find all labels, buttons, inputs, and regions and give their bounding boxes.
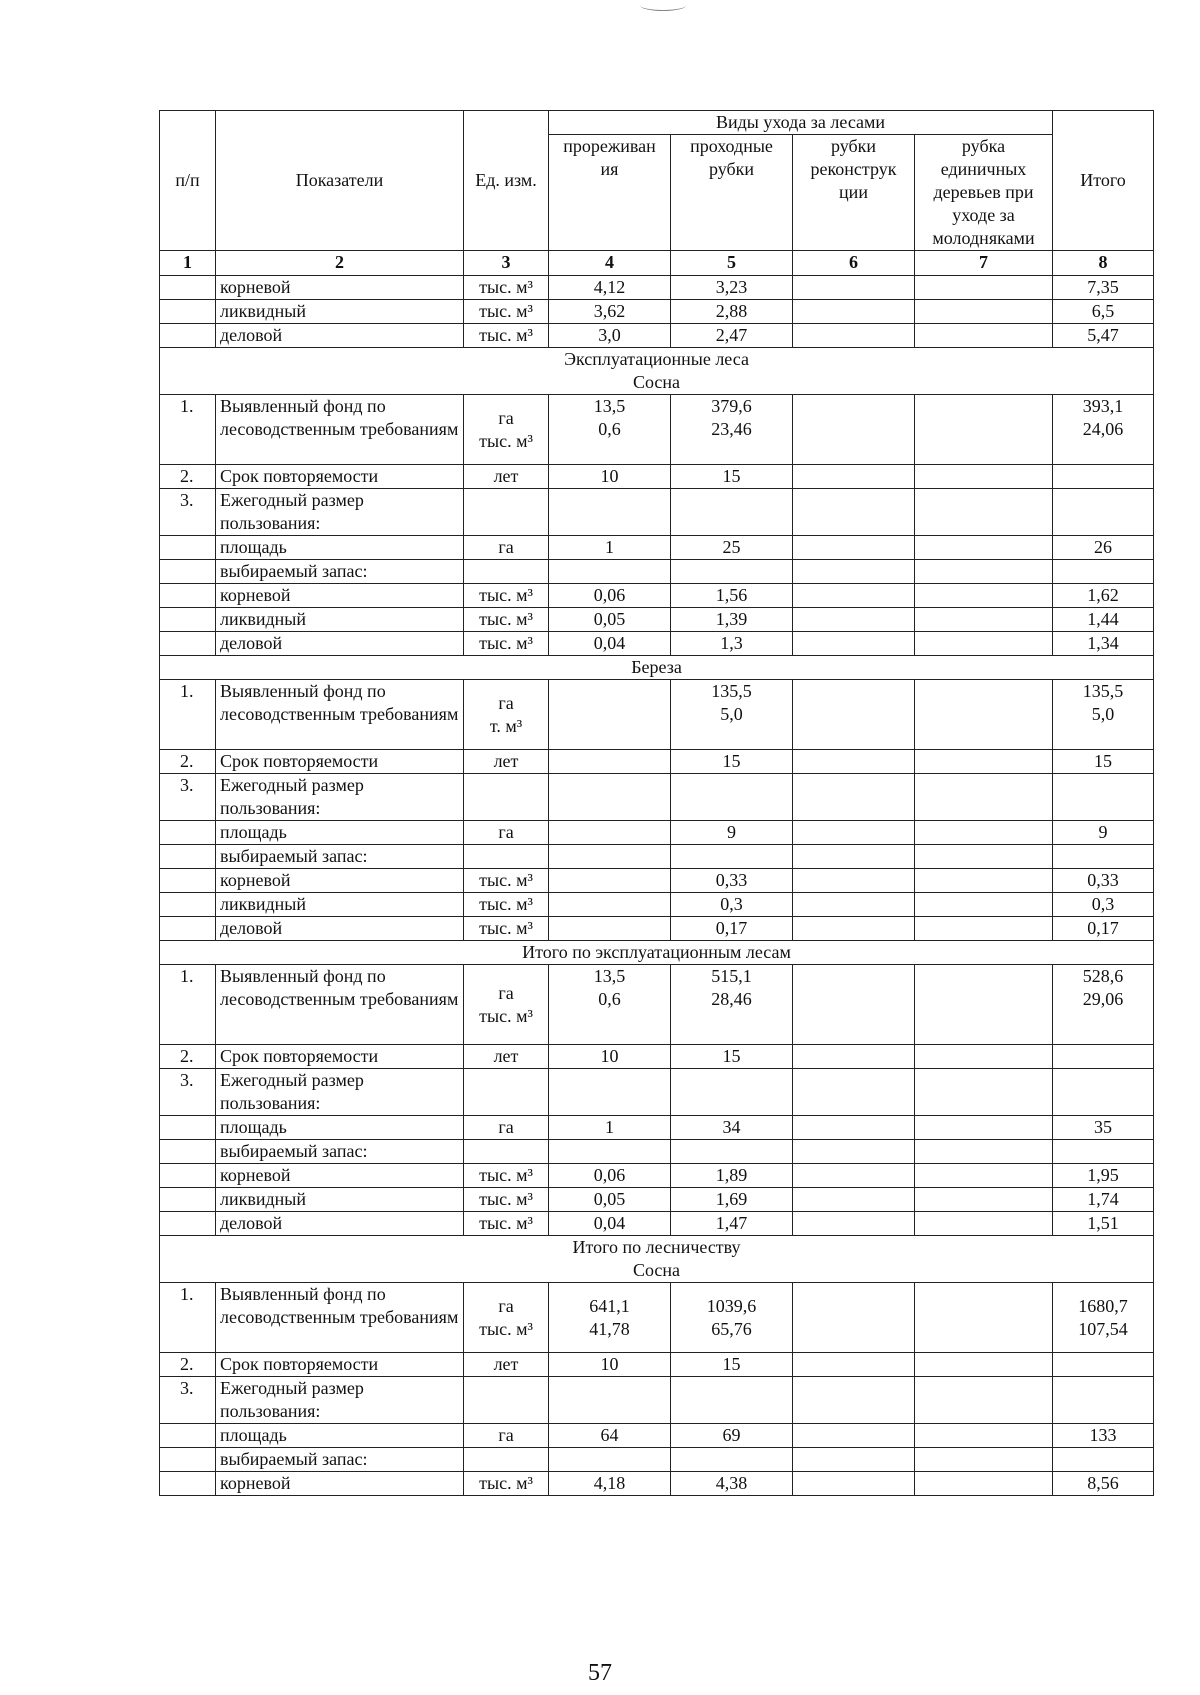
row-num: 1. <box>160 1283 216 1353</box>
row-num: 1. <box>160 680 216 750</box>
row-name: Срок повторяемости <box>216 465 464 489</box>
row-total: 1,44 <box>1053 608 1154 632</box>
section-title: Береза <box>631 657 682 677</box>
annual-row <box>160 1069 1154 1116</box>
row-v4 <box>549 917 671 941</box>
row-v4 <box>549 965 671 1045</box>
row-v4: 4,12 <box>549 276 671 300</box>
value-volume: 5,0 <box>720 704 743 724</box>
area-row <box>160 1116 1154 1140</box>
row-v6 <box>793 276 915 300</box>
row-total <box>1053 465 1154 489</box>
row-name: Срок повторяемости <box>216 1045 464 1069</box>
colnum: 8 <box>1053 251 1154 276</box>
row-name: Ежегодный размер пользования: <box>216 489 464 536</box>
value-area: 393,1 <box>1082 396 1124 416</box>
row-unit: тыс. м³ <box>464 324 549 348</box>
unit-volume: т. м³ <box>489 715 523 736</box>
row-name: корневой <box>216 869 464 893</box>
row-v4: 64 <box>549 1424 671 1448</box>
value-volume: 23,46 <box>711 419 752 439</box>
row-name: выбираемый запас: <box>216 845 464 869</box>
value-area: 13,5 <box>593 966 626 986</box>
header-row-1 <box>160 111 1154 135</box>
value-volume: 107,54 <box>1078 1318 1128 1339</box>
row-v5: 0,17 <box>671 917 793 941</box>
row-unit <box>464 680 549 750</box>
row-v5: 3,23 <box>671 276 793 300</box>
row-v4: 4,18 <box>549 1472 671 1496</box>
row-v4: 10 <box>549 1045 671 1069</box>
header-type-passing: проходные рубки <box>671 135 793 251</box>
row-unit: тыс. м³ <box>464 869 549 893</box>
row-total: 15 <box>1053 750 1154 774</box>
value-volume: 29,06 <box>1082 989 1124 1009</box>
row-name: площадь <box>216 1424 464 1448</box>
row-name: Ежегодный размер пользования: <box>216 1069 464 1116</box>
row-v5: 15 <box>671 750 793 774</box>
row-total <box>1053 965 1154 1045</box>
row-name: ликвидный <box>216 1188 464 1212</box>
unit-area: га <box>498 982 514 1003</box>
row-unit: тыс. м³ <box>464 1212 549 1236</box>
value-area: 641,1 <box>589 1295 630 1316</box>
area-row <box>160 536 1154 560</box>
row-v4: 0,04 <box>549 1212 671 1236</box>
value-area: 1680,7 <box>1078 1295 1128 1316</box>
row-num: 2. <box>160 750 216 774</box>
row-name: ликвидный <box>216 608 464 632</box>
row-total: 133 <box>1053 1424 1154 1448</box>
value-volume: 24,06 <box>1082 419 1124 439</box>
row-unit <box>464 965 549 1045</box>
row-name: ликвидный <box>216 300 464 324</box>
table-row <box>160 917 1154 941</box>
table-row <box>160 893 1154 917</box>
row-unit: га <box>464 1424 549 1448</box>
row-total <box>1053 395 1154 465</box>
unit-area: га <box>498 407 514 428</box>
unit-volume: тыс. м³ <box>479 1318 533 1339</box>
row-name: деловой <box>216 632 464 656</box>
unit-area: га <box>498 1295 514 1316</box>
header-type-thinning: прореживан ия <box>549 135 671 251</box>
row-total: 6,5 <box>1053 300 1154 324</box>
row-num: 2. <box>160 465 216 489</box>
row-total: 0,17 <box>1053 917 1154 941</box>
unit-volume: тыс. м³ <box>479 430 533 451</box>
table-row <box>160 869 1154 893</box>
row-v4: 3,0 <box>549 324 671 348</box>
row-v5: 1,69 <box>671 1188 793 1212</box>
header-num: п/п <box>160 111 216 251</box>
row-v5 <box>671 680 793 750</box>
row-total <box>1053 1283 1154 1353</box>
table-row <box>160 1212 1154 1236</box>
row-num: 2. <box>160 1353 216 1377</box>
row-unit: лет <box>464 1045 549 1069</box>
row-v4 <box>549 893 671 917</box>
row-v4 <box>549 869 671 893</box>
row-v7 <box>915 300 1053 324</box>
row-name: Выявленный фонд по лесоводственным требованиям <box>216 680 464 750</box>
section-heading <box>160 656 1154 680</box>
row-name: Ежегодный размер пользования: <box>216 1377 464 1424</box>
annual-row <box>160 1377 1154 1424</box>
value-volume: 28,46 <box>711 989 752 1009</box>
fund-row <box>160 1283 1154 1353</box>
section-heading <box>160 348 1154 395</box>
value-volume: 41,78 <box>589 1318 630 1339</box>
header-type-single-trees: рубка единичных деревьев при уходе за молодняками <box>915 135 1053 251</box>
row-v5: 15 <box>671 1353 793 1377</box>
colnum: 5 <box>671 251 793 276</box>
section-subtitle: Сосна <box>632 372 681 392</box>
row-unit: га <box>464 536 549 560</box>
row-v4 <box>549 680 671 750</box>
row-total: 1,51 <box>1053 1212 1154 1236</box>
row-v5: 2,47 <box>671 324 793 348</box>
row-total: 1,62 <box>1053 584 1154 608</box>
value-area: 135,5 <box>711 681 752 701</box>
colnum: 1 <box>160 251 216 276</box>
row-total: 0,33 <box>1053 869 1154 893</box>
row-name: деловой <box>216 917 464 941</box>
colnum: 2 <box>216 251 464 276</box>
value-area: 13,5 <box>593 396 626 416</box>
row-v4: 10 <box>549 465 671 489</box>
row-total: 1,95 <box>1053 1164 1154 1188</box>
row-v4: 0,06 <box>549 584 671 608</box>
row-unit: лет <box>464 750 549 774</box>
forest-care-table <box>159 110 1154 1496</box>
row-total: 5,47 <box>1053 324 1154 348</box>
row-unit: тыс. м³ <box>464 1188 549 1212</box>
row-num: 3. <box>160 1069 216 1116</box>
row-total <box>1053 680 1154 750</box>
header-total: Итого <box>1053 111 1154 251</box>
row-name: Срок повторяемости <box>216 1353 464 1377</box>
row-name: Выявленный фонд по лесоводственным требованиям <box>216 1283 464 1353</box>
row-total: 9 <box>1053 821 1154 845</box>
fund-row <box>160 395 1154 465</box>
row-name: площадь <box>216 821 464 845</box>
row-v5: 34 <box>671 1116 793 1140</box>
row-name: площадь <box>216 1116 464 1140</box>
row-v4 <box>549 1283 671 1353</box>
row-v4: 1 <box>549 536 671 560</box>
row-num: 3. <box>160 774 216 821</box>
row-v5: 15 <box>671 1045 793 1069</box>
row-v4: 0,05 <box>549 1188 671 1212</box>
section-title: Итого по эксплуатационным лесам <box>522 942 791 962</box>
row-v7 <box>915 324 1053 348</box>
row-v6 <box>793 300 915 324</box>
value-volume: 0,6 <box>598 989 621 1009</box>
row-unit: тыс. м³ <box>464 584 549 608</box>
table-row <box>160 1472 1154 1496</box>
row-name: Выявленный фонд по лесоводственным требованиям <box>216 395 464 465</box>
value-area: 528,6 <box>1082 966 1124 986</box>
stock-row <box>160 845 1154 869</box>
annual-row <box>160 774 1154 821</box>
row-name: выбираемый запас: <box>216 560 464 584</box>
value-area: 1039,6 <box>706 1295 757 1316</box>
table-row <box>160 276 1154 300</box>
row-v4: 1 <box>549 1116 671 1140</box>
row-v5: 1,39 <box>671 608 793 632</box>
row-v5 <box>671 965 793 1045</box>
row-v5 <box>671 1283 793 1353</box>
row-v4 <box>549 821 671 845</box>
row-name: Срок повторяемости <box>216 750 464 774</box>
row-v4 <box>549 750 671 774</box>
row-v5: 9 <box>671 821 793 845</box>
area-row <box>160 821 1154 845</box>
row-total: 8,56 <box>1053 1472 1154 1496</box>
colnum: 6 <box>793 251 915 276</box>
row-total: 35 <box>1053 1116 1154 1140</box>
row-v5: 15 <box>671 465 793 489</box>
value-area: 135,5 <box>1082 681 1124 701</box>
row-unit: га <box>464 821 549 845</box>
section-title: Эксплуатационные леса <box>564 349 749 369</box>
table-row <box>160 1164 1154 1188</box>
row-num: 3. <box>160 1377 216 1424</box>
table-row <box>160 584 1154 608</box>
section-heading <box>160 941 1154 965</box>
row-name: Ежегодный размер пользования: <box>216 774 464 821</box>
row-unit: тыс. м³ <box>464 893 549 917</box>
colnum: 3 <box>464 251 549 276</box>
row-v5: 1,47 <box>671 1212 793 1236</box>
scan-mark <box>640 0 686 11</box>
row-name: деловой <box>216 1212 464 1236</box>
row-num: 1. <box>160 395 216 465</box>
row-unit: тыс. м³ <box>464 632 549 656</box>
stock-row <box>160 560 1154 584</box>
row-total: 1,74 <box>1053 1188 1154 1212</box>
value-volume: 65,76 <box>711 1318 752 1339</box>
row-total: 0,3 <box>1053 893 1154 917</box>
colnum: 7 <box>915 251 1053 276</box>
row-total: 1,34 <box>1053 632 1154 656</box>
table-row <box>160 1188 1154 1212</box>
row-name: корневой <box>216 1164 464 1188</box>
row-num: 1. <box>160 965 216 1045</box>
row-unit: тыс. м³ <box>464 1472 549 1496</box>
section-heading <box>160 1236 1154 1283</box>
row-name: корневой <box>216 1472 464 1496</box>
page-number: 57 <box>588 1660 612 1686</box>
row-v6 <box>793 395 915 465</box>
row-name: корневой <box>216 276 464 300</box>
unit-area: га <box>498 692 514 713</box>
fund-row <box>160 680 1154 750</box>
row-v5: 0,3 <box>671 893 793 917</box>
row-v5: 1,56 <box>671 584 793 608</box>
row-v5: 4,38 <box>671 1472 793 1496</box>
period-row <box>160 1045 1154 1069</box>
value-area: 515,1 <box>711 966 752 986</box>
table-row <box>160 608 1154 632</box>
table-row <box>160 300 1154 324</box>
row-unit <box>464 395 549 465</box>
value-volume: 0,6 <box>598 419 621 439</box>
header-type-reconstruction: рубки реконструк ции <box>793 135 915 251</box>
row-v4: 0,06 <box>549 1164 671 1188</box>
row-num: 2. <box>160 1045 216 1069</box>
row-name: ликвидный <box>216 893 464 917</box>
row-v5: 1,3 <box>671 632 793 656</box>
row-v6 <box>793 324 915 348</box>
row-v5: 0,33 <box>671 869 793 893</box>
row-unit: тыс. м³ <box>464 1164 549 1188</box>
row-total: 26 <box>1053 536 1154 560</box>
table-row <box>160 324 1154 348</box>
header-indicators: Показатели <box>216 111 464 251</box>
section-subtitle: Сосна <box>632 1260 681 1280</box>
period-row <box>160 750 1154 774</box>
table-row <box>160 632 1154 656</box>
row-num: 3. <box>160 489 216 536</box>
row-v5: 1,89 <box>671 1164 793 1188</box>
annual-row <box>160 489 1154 536</box>
row-unit: лет <box>464 465 549 489</box>
fund-row <box>160 965 1154 1045</box>
stock-row <box>160 1448 1154 1472</box>
row-v4: 0,05 <box>549 608 671 632</box>
row-name: выбираемый запас: <box>216 1140 464 1164</box>
row-name: деловой <box>216 324 464 348</box>
header-group: Виды ухода за лесами <box>549 111 1053 135</box>
row-v4: 0,04 <box>549 632 671 656</box>
row-v5 <box>671 395 793 465</box>
header-unit: Ед. изм. <box>464 111 549 251</box>
row-unit: тыс. м³ <box>464 300 549 324</box>
period-row <box>160 465 1154 489</box>
value-area: 379,6 <box>711 396 752 416</box>
row-unit: га <box>464 1116 549 1140</box>
colnum: 4 <box>549 251 671 276</box>
row-unit: лет <box>464 1353 549 1377</box>
row-name: Выявленный фонд по лесоводственным требованиям <box>216 965 464 1045</box>
row-v4 <box>549 395 671 465</box>
row-name: площадь <box>216 536 464 560</box>
row-total: 7,35 <box>1053 276 1154 300</box>
section-title: Итого по лесничеству <box>572 1237 741 1257</box>
row-v5: 25 <box>671 536 793 560</box>
period-row <box>160 1353 1154 1377</box>
row-v7 <box>915 276 1053 300</box>
row-unit: тыс. м³ <box>464 276 549 300</box>
row-unit: тыс. м³ <box>464 917 549 941</box>
area-row <box>160 1424 1154 1448</box>
row-unit <box>464 1283 549 1353</box>
row-total <box>1053 1353 1154 1377</box>
stock-row <box>160 1140 1154 1164</box>
row-v5: 2,88 <box>671 300 793 324</box>
row-v4: 10 <box>549 1353 671 1377</box>
row-unit: тыс. м³ <box>464 608 549 632</box>
row-v5: 69 <box>671 1424 793 1448</box>
column-numbers-row <box>160 251 1154 276</box>
row-v7 <box>915 395 1053 465</box>
row-total <box>1053 1045 1154 1069</box>
row-name: выбираемый запас: <box>216 1448 464 1472</box>
row-v4: 3,62 <box>549 300 671 324</box>
value-volume: 5,0 <box>1091 704 1115 724</box>
row-name: корневой <box>216 584 464 608</box>
unit-volume: тыс. м³ <box>479 1005 533 1026</box>
